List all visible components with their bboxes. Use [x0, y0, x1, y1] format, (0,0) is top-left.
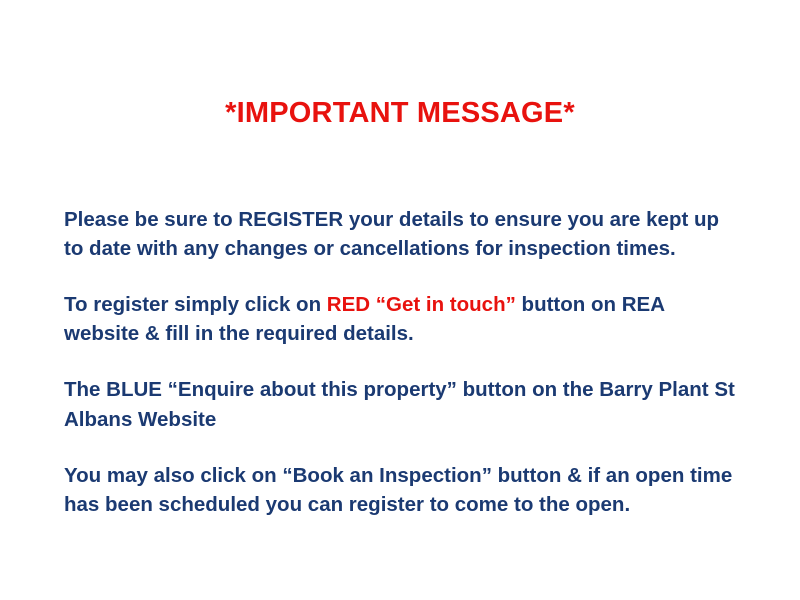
- paragraph-barry-plant-enquire: [64, 375, 736, 433]
- highlight-red-get-in-touch: RED “Get in touch”: [326, 293, 516, 317]
- body-text-block: [64, 205, 736, 519]
- text-run: To register simply click on: [64, 293, 327, 317]
- text-run: You may also click on “Book an Inspection” button & if an open time has been scheduled you can register to come to the open.: [64, 463, 733, 516]
- paragraph-rea-get-in-touch: [64, 290, 736, 348]
- paragraph-register-details: [64, 205, 736, 263]
- text-run: The BLUE “Enquire about this property” button on the Barry Plant St Albans Website: [64, 378, 735, 431]
- text-run: button on REA website & fill in the required details.: [64, 293, 665, 346]
- paragraph-book-an-inspection: [64, 461, 736, 519]
- text-run: Please be sure to REGISTER your details to ensure you are kept up to date with any changes or cancellations for inspection times.: [64, 208, 720, 261]
- page-title: *IMPORTANT MESSAGE*: [225, 97, 575, 129]
